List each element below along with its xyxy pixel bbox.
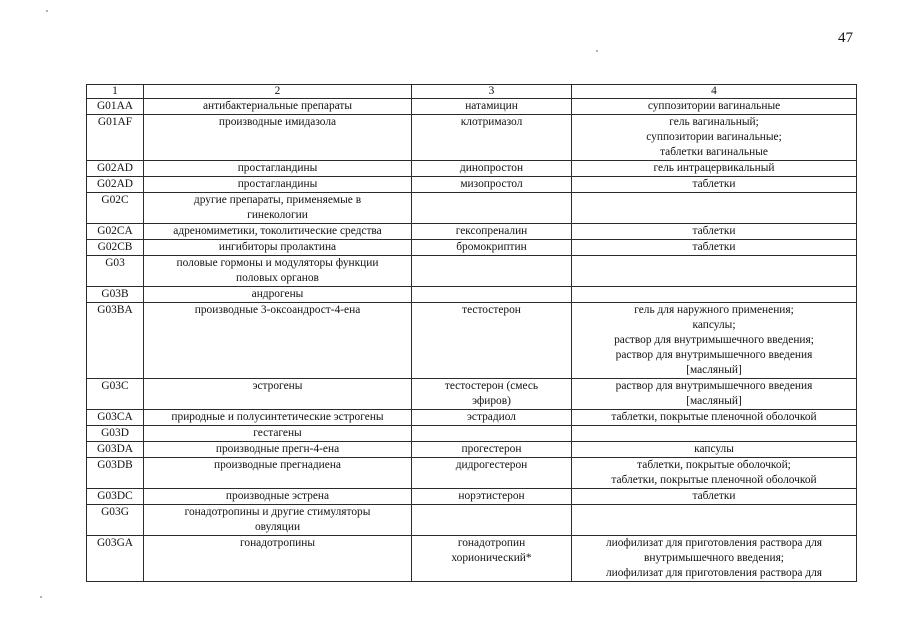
atc-code-cell: G02C [87,193,144,224]
drug-name-cell: прогестерон [412,442,572,458]
group-name-cell: антибактериальные препараты [144,99,412,115]
atc-code-cell: G01AF [87,115,144,161]
page-number: 47 [838,30,853,46]
group-name-cell: гонадотропины [144,536,412,582]
column-number-3: 3 [412,85,572,99]
dosage-form-cell: таблетки, покрытые пленочной оболочкой [572,410,857,426]
group-name-cell: производные прегн-4-ена [144,442,412,458]
drug-name-cell: клотримазол [412,115,572,161]
table-row [87,505,857,536]
dosage-form-cell [572,193,857,224]
dosage-form-cell [572,256,857,287]
group-name-cell: другие препараты, применяемые в гинекологии [144,193,412,224]
dosage-form-cell [572,287,857,303]
drug-name-cell: гексопреналин [412,224,572,240]
table-row [87,240,857,256]
atc-code-cell: G03CA [87,410,144,426]
column-number-4: 4 [572,85,857,99]
atc-code-cell: G03GA [87,536,144,582]
group-name-cell: гонадотропины и другие стимуляторы овуляции [144,505,412,536]
group-name-cell: ингибиторы пролактина [144,240,412,256]
dosage-form-cell [572,505,857,536]
drug-name-cell: эстрадиол [412,410,572,426]
drug-name-cell [412,193,572,224]
group-name-cell: природные и полусинтетические эстрогены [144,410,412,426]
dosage-form-cell: суппозитории вагинальные [572,99,857,115]
dosage-form-cell: гель для наружного применения; капсулы; раствор для внутримышечного введения; раствор для внутримышечного введения [масляный] [572,303,857,379]
table-row [87,303,857,379]
dosage-form-cell: лиофилизат для приготовления раствора для внутримышечного введения; лиофилизат для приготовления раствора для [572,536,857,582]
drug-name-cell [412,287,572,303]
drug-name-cell [412,426,572,442]
drug-name-cell: динопростон [412,161,572,177]
dosage-form-cell: таблетки [572,177,857,193]
dosage-form-cell: таблетки [572,240,857,256]
drug-name-cell: тестостерон [412,303,572,379]
drug-name-cell: бромокриптин [412,240,572,256]
column-number-2: 2 [144,85,412,99]
drug-classification-table [86,84,857,582]
atc-code-cell: G02CA [87,224,144,240]
group-name-cell: адреномиметики, токолитические средства [144,224,412,240]
table-row [87,379,857,410]
table-row [87,458,857,489]
atc-code-cell: G03DB [87,458,144,489]
scan-speck [40,596,42,598]
table-row [87,442,857,458]
group-name-cell: производные имидазола [144,115,412,161]
scan-speck [596,50,598,52]
table-row [87,177,857,193]
table-row [87,426,857,442]
table-row [87,161,857,177]
drug-name-cell: норэтистерон [412,489,572,505]
table-row [87,410,857,426]
drug-name-cell: тестостерон (смесь эфиров) [412,379,572,410]
drug-name-cell: гонадотропин хорионический* [412,536,572,582]
dosage-form-cell: таблетки, покрытые оболочкой; таблетки, покрытые пленочной оболочкой [572,458,857,489]
drug-name-cell [412,505,572,536]
table-row [87,115,857,161]
group-name-cell: простагландины [144,177,412,193]
group-name-cell: простагландины [144,161,412,177]
table-row [87,287,857,303]
atc-code-cell: G02CB [87,240,144,256]
atc-code-cell: G03G [87,505,144,536]
dosage-form-cell: таблетки [572,489,857,505]
atc-code-cell: G02AD [87,161,144,177]
column-number-1: 1 [87,85,144,99]
table-row [87,489,857,505]
table-body [87,99,857,582]
drug-name-cell: дидрогестерон [412,458,572,489]
dosage-form-cell: таблетки [572,224,857,240]
atc-code-cell: G03D [87,426,144,442]
scan-speck [46,10,48,12]
drug-name-cell: мизопростол [412,177,572,193]
dosage-form-cell: раствор для внутримышечного введения [масляный] [572,379,857,410]
drug-name-cell: натамицин [412,99,572,115]
atc-code-cell: G03BA [87,303,144,379]
group-name-cell: производные 3-оксоандрост-4-ена [144,303,412,379]
atc-code-cell: G03DA [87,442,144,458]
atc-code-cell: G02AD [87,177,144,193]
dosage-form-cell: гель вагинальный; суппозитории вагинальные; таблетки вагинальные [572,115,857,161]
group-name-cell: производные прегнадиена [144,458,412,489]
table-row [87,193,857,224]
atc-code-cell: G03B [87,287,144,303]
group-name-cell: половые гормоны и модуляторы функции половых органов [144,256,412,287]
group-name-cell: андрогены [144,287,412,303]
table-row [87,536,857,582]
atc-code-cell: G01AA [87,99,144,115]
dosage-form-cell: гель интрацервикальный [572,161,857,177]
table-row [87,99,857,115]
table-header-row [87,85,857,99]
drug-name-cell [412,256,572,287]
group-name-cell: производные эстрена [144,489,412,505]
group-name-cell: гестагены [144,426,412,442]
atc-code-cell: G03 [87,256,144,287]
atc-code-cell: G03DC [87,489,144,505]
dosage-form-cell: капсулы [572,442,857,458]
group-name-cell: эстрогены [144,379,412,410]
dosage-form-cell [572,426,857,442]
table-row [87,256,857,287]
atc-code-cell: G03C [87,379,144,410]
table-row [87,224,857,240]
